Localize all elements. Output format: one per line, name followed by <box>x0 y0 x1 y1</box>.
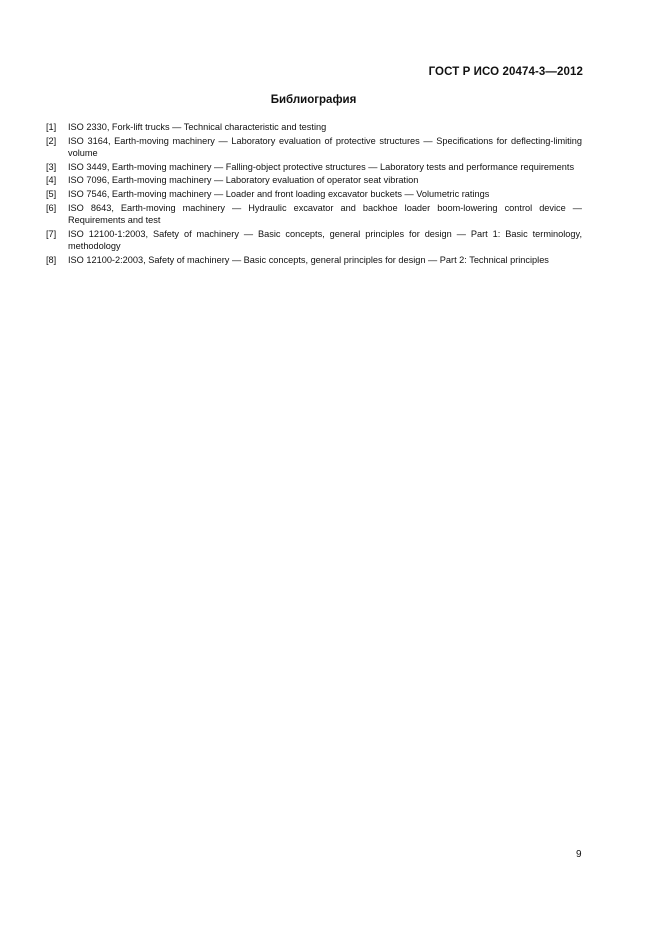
bibliography-item <box>46 135 582 160</box>
bibliography-item <box>46 188 582 201</box>
bibliography-item-number: [1] <box>46 122 57 132</box>
bibliography-list <box>46 121 582 268</box>
bibliography-item <box>46 228 582 253</box>
bibliography-item-text: ISO 3449, Earth-moving machinery — Falling-object protective structures — Laboratory tests and performance requirements <box>68 161 575 172</box>
bibliography-item-text: ISO 7546, Earth-moving machinery — Loader and front loading excavator buckets — Volumetric ratings <box>68 188 490 199</box>
bibliography-item <box>46 202 582 227</box>
page-number: 9 <box>576 849 582 860</box>
bibliography-item-text: ISO 8643, Earth-moving machinery — Hydraulic excavator and backhoe loader boom-lowering control device — Requirements and test <box>68 202 582 226</box>
bibliography-item-text: ISO 12100-2:2003, Safety of machinery — Basic concepts, general principles for design — Part 2: Technical principles <box>68 254 549 265</box>
bibliography-title: Библиография <box>270 94 357 106</box>
bibliography-item-text: ISO 2330, Fork-lift trucks — Technical characteristic and testing <box>68 122 327 132</box>
page-header: ГОСТ Р ИСО 20474-3—2012 <box>428 66 583 78</box>
bibliography-item-number: [2] <box>46 135 57 146</box>
bibliography-item-text: ISO 7096, Earth-moving machinery — Laboratory evaluation of operator seat vibration <box>68 175 419 186</box>
bibliography-item-number: [3] <box>46 161 57 172</box>
bibliography-item-number: [4] <box>46 175 57 186</box>
bibliography-item-text: ISO 3164, Earth-moving machinery — Laboratory evaluation of protective structures — Specifications for deflecting-limiting volume <box>68 135 582 159</box>
bibliography-item-number: [7] <box>46 228 57 239</box>
bibliography-item-number: [5] <box>46 188 57 199</box>
bibliography-item <box>46 161 582 174</box>
bibliography-item <box>46 254 582 267</box>
bibliography-item <box>46 174 582 187</box>
bibliography-item <box>46 121 582 134</box>
bibliography-item-text: ISO 12100-1:2003, Safety of machinery — Basic concepts, general principles for design — Part 1: Basic terminology, methodology <box>68 228 582 252</box>
bibliography-item-number: [8] <box>46 254 57 265</box>
bibliography-item-number: [6] <box>46 202 57 213</box>
